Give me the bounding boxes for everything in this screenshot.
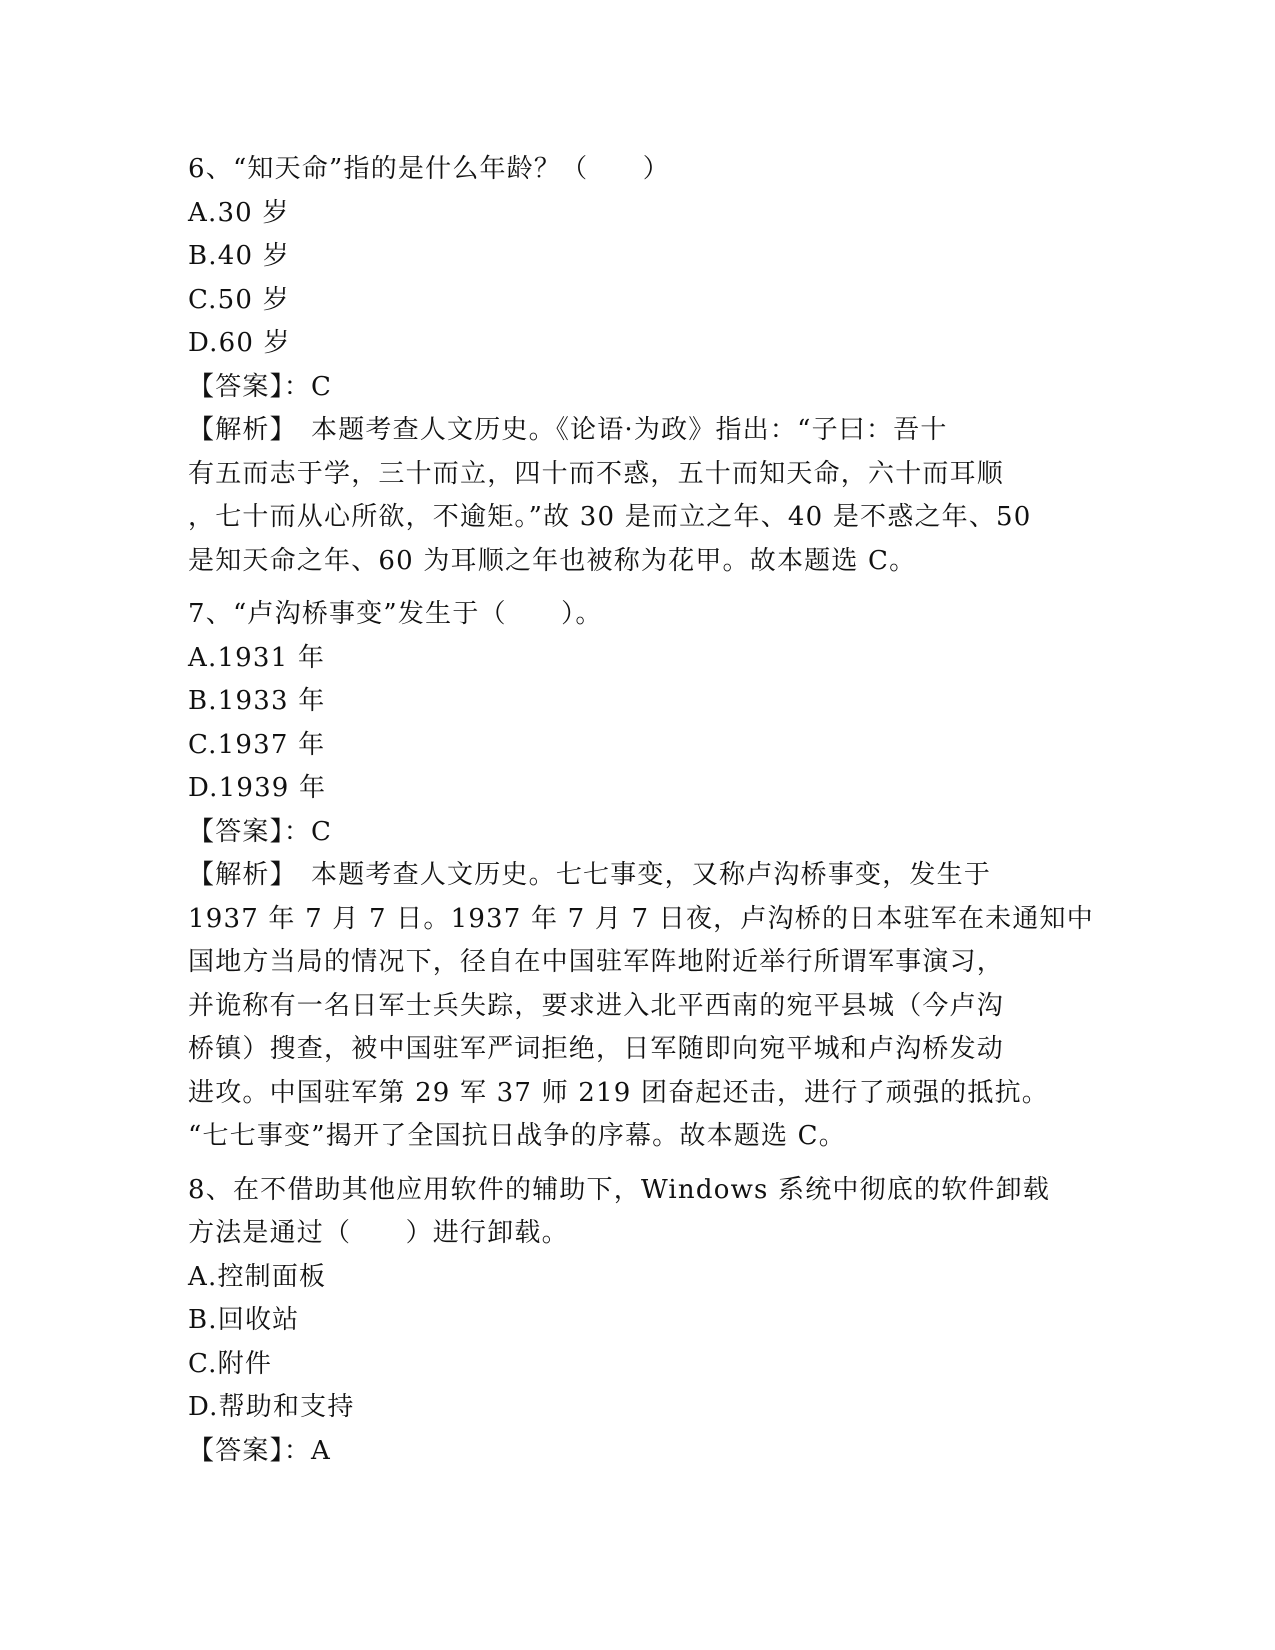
option-d: D.60 岁 bbox=[188, 328, 291, 358]
analysis-line: 桥镇）搜查，被中国驻军严词拒绝，日军随即向宛平城和卢沟桥发动 bbox=[188, 1034, 1005, 1064]
question-list bbox=[188, 148, 1093, 1483]
option-d: D.帮助和支持 bbox=[188, 1392, 355, 1422]
option-c: C.附件 bbox=[188, 1348, 273, 1379]
answer-label: 【答案】 bbox=[188, 816, 284, 847]
question-stem: 6、“知天命”指的是什么年龄？（ ） bbox=[188, 154, 670, 184]
analysis-label: 【解析】 bbox=[188, 860, 284, 890]
analysis-line: 进攻。中国驻军第 29 军 37 师 219 团奋起还击，进行了顽强的抵抗。 bbox=[188, 1077, 1049, 1108]
analysis-line: “七七事变”揭开了全国抗日战争的序幕。故本题选 C。 bbox=[188, 1121, 846, 1151]
option-b: B.1933 年 bbox=[188, 686, 326, 716]
analysis-line: 是知天命之年、60 为耳顺之年也被称为花甲。故本题选 C。 bbox=[188, 545, 917, 576]
answer-value: ：C bbox=[283, 371, 333, 402]
option-a: A.30 岁 bbox=[188, 197, 290, 228]
answer-value: ：C bbox=[283, 816, 333, 847]
analysis-row bbox=[188, 854, 1093, 898]
question-7 bbox=[188, 593, 1093, 1159]
answer-row bbox=[188, 366, 1093, 410]
question-stem-continued: 方法是通过（ ）进行卸载。 bbox=[188, 1218, 569, 1248]
answer-row bbox=[188, 811, 1093, 855]
analysis-line: 国地方当局的情况下，径自在中国驻军阵地附近举行所谓军事演习， bbox=[188, 947, 1005, 977]
answer-label: 【答案】 bbox=[188, 1435, 284, 1466]
option-c: C.50 岁 bbox=[188, 284, 290, 315]
analysis-row bbox=[188, 409, 1093, 453]
option-c: C.1937 年 bbox=[188, 729, 326, 760]
analysis-line: 本题考查人文历史。七七事变，又称卢沟桥事变，发生于 bbox=[283, 860, 992, 890]
option-b: B.回收站 bbox=[188, 1305, 300, 1335]
option-d: D.1939 年 bbox=[188, 773, 327, 803]
option-a: A.1931 年 bbox=[188, 642, 326, 673]
analysis-line: 并诡称有一名日军士兵失踪，要求进入北平西南的宛平县城（今卢沟 bbox=[188, 990, 1005, 1021]
answer-row bbox=[188, 1430, 1093, 1474]
analysis-line: 有五而志于学，三十而立，四十而不惑，五十而知天命，六十而耳顺 bbox=[188, 458, 1005, 489]
question-stem: 7、“卢沟桥事变”发生于（ ）。 bbox=[188, 599, 603, 629]
answer-label: 【答案】 bbox=[188, 371, 284, 402]
question-stem: 8、在不借助其他应用软件的辅助下，Windows 系统中彻底的软件卸载 bbox=[188, 1174, 1051, 1205]
analysis-line: 1937 年 7 月 7 日。1937 年 7 月 7 日夜，卢沟桥的日本驻军在未通知中 bbox=[188, 903, 1094, 934]
answer-value: ：A bbox=[283, 1435, 331, 1466]
option-b: B.40 岁 bbox=[188, 241, 290, 271]
analysis-label: 【解析】 bbox=[188, 415, 284, 445]
analysis-line: ，七十而从心所欲，不逾矩。”故 30 是而立之年、40 是不惑之年、50 bbox=[188, 502, 1032, 532]
question-6 bbox=[188, 148, 1093, 583]
question-8 bbox=[188, 1169, 1093, 1474]
option-a: A.控制面板 bbox=[188, 1261, 327, 1292]
analysis-line: 本题考查人文历史。《论语·为政》指出：“子曰：吾十 bbox=[283, 415, 948, 445]
